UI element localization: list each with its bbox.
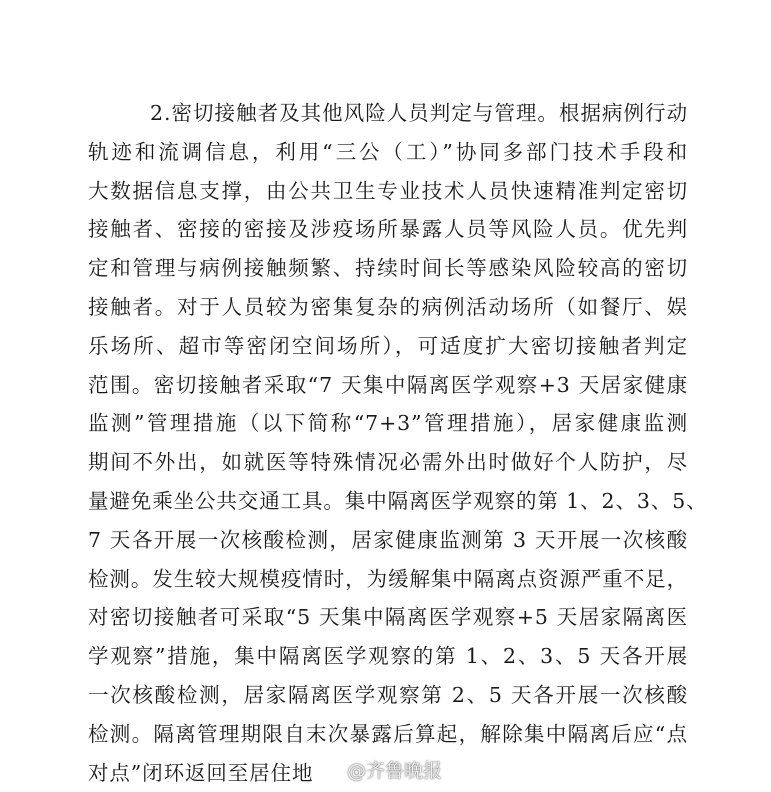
text-line: 7 天各开展一次核酸检测，居家健康监测第 3 天开展一次核酸 <box>88 527 688 552</box>
text-line: 一次核酸检测，居家隔离医学观察第 2、5 天各开展一次核酸 <box>88 682 688 707</box>
text-line: 检测。发生较大规模疫情时，为缓解集中隔离点资源严重不足， <box>88 566 688 591</box>
text-line: 对点”闭环返回至居住地 <box>88 760 314 785</box>
text-line: 大数据信息支撑，由公共卫生专业技术人员快速精准判定密切 <box>88 178 688 203</box>
text-line: 接触者。对于人员较为密集复杂的病例活动场所（如餐厅、娱 <box>88 294 688 319</box>
watermark <box>316 752 442 786</box>
body-paragraph <box>88 94 708 792</box>
watermark-text: @齐鲁晚报 <box>347 759 443 782</box>
text-line: 轨迹和流调信息，利用“三公（工）”协同多部门技术手段和 <box>88 139 688 164</box>
text-line: 量避免乘坐公共交通工具。集中隔离医学观察的第 1、2、3、5、 <box>88 488 708 513</box>
text-line: 乐场所、超市等密闭空间场所），可适度扩大密切接触者判定 <box>88 333 688 358</box>
text-line: 范围。密切接触者采取“7 天集中隔离医学观察+3 天居家健康 <box>88 372 688 397</box>
text-line: 检测。隔离管理期限自末次暴露后算起，解除集中隔离后应“点 <box>88 721 688 746</box>
text-line: 2.密切接触者及其他风险人员判定与管理。根据病例行动 <box>150 101 688 125</box>
text-line: 定和管理与病例接触频繁、持续时间长等感染风险较高的密切 <box>88 256 688 281</box>
text-line: 学观察”措施，集中隔离医学观察的第 1、2、3、5 天各开展 <box>88 644 688 669</box>
weibo-icon <box>316 757 342 781</box>
text-line: 对密切接触者可采取“5 天集中隔离医学观察+5 天居家隔离医 <box>88 605 688 630</box>
text-line: 接触者、密接的密接及涉疫场所暴露人员等风险人员。优先判 <box>88 217 688 242</box>
text-line: 期间不外出，如就医等特殊情况必需外出时做好个人防护，尽 <box>88 450 688 475</box>
text-line: 监测”管理措施（以下简称“7+3”管理措施），居家健康监测 <box>88 411 688 436</box>
